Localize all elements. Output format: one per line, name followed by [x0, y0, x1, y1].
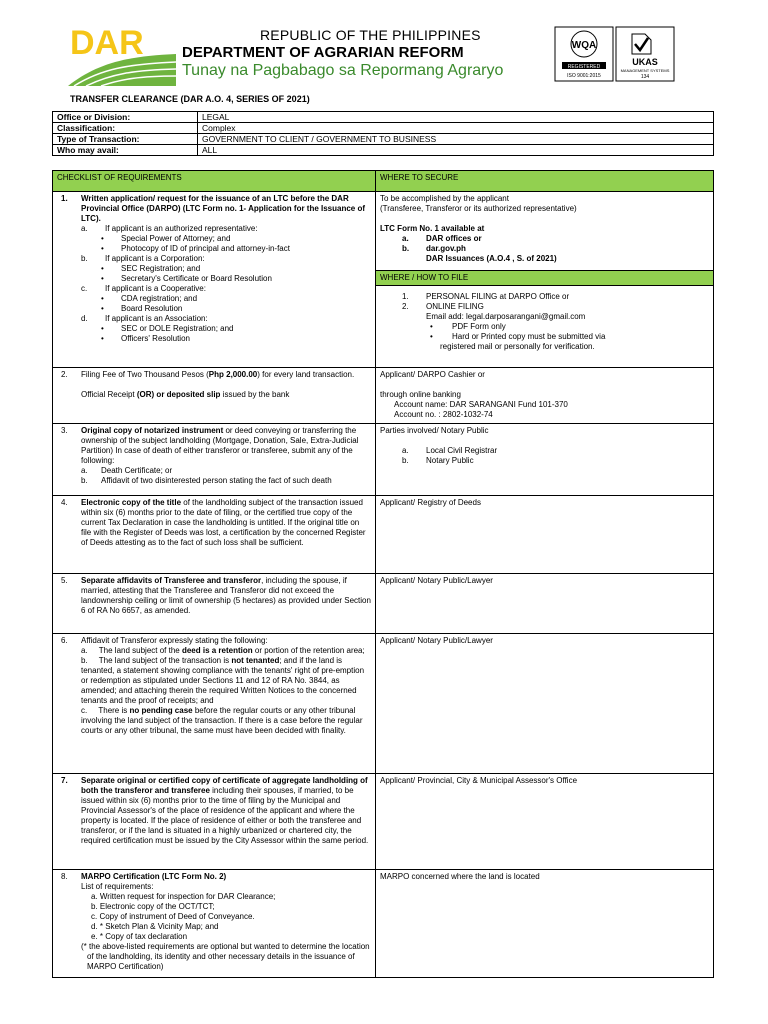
where-to-secure-cell: Applicant/ Notary Public/Lawyer [376, 574, 714, 634]
dar-logo [66, 24, 176, 86]
email-link[interactable]: legal.darposarangani@gmail.com [466, 312, 586, 321]
where-to-secure-cell: Parties involved/ Notary Public a. Local Civil Registrar b. Notary Public [376, 424, 714, 496]
table-row [53, 574, 714, 634]
where-how-to-file-header: WHERE / HOW TO FILE [376, 270, 713, 286]
where-to-secure-cell: Applicant/ Provincial, City & Municipal Assessor's Office [376, 774, 714, 870]
requirement-cell: 7. Separate original or certified copy of certificate of aggregate landholding of both the transferor and transferee including their spouses, if married, to be issued within six (6) months prior to the time of filing by the Municipal and Provincial Assessor's of the place of residence of the applicant and where the property is located. If the place of residence of either or both the transferee and transferor, or if the land is situated in a highly urbanized or chartered city, the required certification must be issued by the City Assessor within the same period. [53, 774, 376, 870]
info-value: LEGAL [198, 112, 714, 123]
table-header-row [53, 171, 714, 192]
info-value: ALL [198, 145, 714, 156]
requirement-cell: 8. MARPO Certification (LTC Form No. 2) List of requirements: a. Written request for inspection for DAR Clearance; b. Electronic copy of the OCT/TCT; c. Copy of instrument of Deed of Conveyance. d. * Sketch Plan & Vicinity Map; and e. * Copy of tax declaration (* the above-listed requirements are optional but wanted to determine the location of the landholding, its identity and other necessary details in the issuance of MARPO Certification) [53, 870, 376, 978]
table-row [53, 496, 714, 574]
info-key: Office or Division: [53, 112, 198, 123]
info-value: GOVERNMENT TO CLIENT / GOVERNMENT TO BUSINESS [198, 134, 714, 145]
logo-lettering: DAR [70, 24, 144, 62]
table-row [53, 634, 714, 774]
document-title: TRANSFER CLEARANCE (DAR A.O. 4, SERIES OF 2021) [70, 94, 310, 104]
requirement-cell: 6. Affidavit of Transferor expressly stating the following: a. The land subject of the deed is a retention or portion of the retention area; b. The land subject of the transaction is not tenanted; and if the land is tenanted, a statement showing compliance with the tenants' right of pre-emption or redemption as stipulated under Sections 11 and 12 of RA No. 3844, as amended; and attaching therein the required Written Notices to the concerned tenants and the proof of receipts; and c. There is no pending case before the regular courts or any other tribunal involving the land subject of the transaction. If there is a case before the regular courts or any other tribunal, the same must have been decided with finality. [53, 634, 376, 774]
requirement-cell: 1. Written application/ request for the issuance of an LTC before the DAR Provincial Office (DARPO) (LTC Form no. 1- Application for the Issuance of LTC). a. If applicant is an authorized representative: • Special Power of Attorney; and • Photocopy of ID of principal and attorney-in-fact b. If applicant is a Corporation: • SEC Registration; and • Secretary's Certificate or Board Resolution c. If applicant is a Cooperative: • CDA registration; and • Board Resolution d. If applicant is an Association: • SEC or DOLE Registration; and • Officers' Resolution [53, 192, 376, 368]
info-table [52, 111, 714, 156]
table-row [53, 424, 714, 496]
letterhead [0, 0, 768, 90]
table-row [53, 192, 714, 368]
department-name: DEPARTMENT OF AGRARIAN REFORM [182, 44, 464, 61]
where-to-secure-header: WHERE TO SECURE [376, 171, 714, 192]
info-row [53, 145, 714, 156]
requirement-cell: 3. Original copy of notarized instrument or deed conveying or transferring the ownership of the subject landholding (Mortgage, Donation, Sale, Extra-Judicial Partition) In case of death of either transferor or transferee, submit any of the following: a. Death Certificate; or b. Affidavit of two disinterested person stating the fact of such death [53, 424, 376, 496]
certification-badges [554, 26, 704, 82]
info-row [53, 134, 714, 145]
requirement-cell: 2. Filing Fee of Two Thousand Pesos (Php 2,000.00) for every land transaction. Official Receipt (OR) or deposited slip issued by the bank [53, 368, 376, 424]
table-row [53, 870, 714, 978]
where-to-secure-cell: Applicant/ Notary Public/Lawyer [376, 634, 714, 774]
svg-text:WQA: WQA [571, 40, 597, 51]
where-to-secure-cell: To be accomplished by the applicant (Transferee, Transferor or its authorized representative) LTC Form No. 1 available at a. DAR offices or b. dar.gov.ph DAR Issuances (A.O.4 , S. of 2021) WHERE / HOW TO FILE 1. PERSONAL FILING at DARPO Office or 2. ONLINE FILING Email add: legal.darposarangani@gmail.com • PDF Form only • Hard or Printed copy must be submitted via registered mail or personally for verification. [376, 192, 714, 368]
where-to-secure-cell: MARPO concerned where the land is located [376, 870, 714, 978]
table-row [53, 368, 714, 424]
requirement-cell: 5. Separate affidavits of Transferee and transferor, including the spouse, if married, attesting that the Transferee and Transferor did not exceed the landownership ceiling or limit of ownership (5 hectares) as provided under Section 6 of RA No 6657, as amended. [53, 574, 376, 634]
svg-text:134: 134 [640, 74, 650, 80]
info-key: Type of Transaction: [53, 134, 198, 145]
info-row [53, 112, 714, 123]
info-row [53, 123, 714, 134]
requirement-cell: 4. Electronic copy of the title of the landholding subject of the transaction issued within six (6) months prior to the date of filing, or the certified true copy of the current Tax Declaration in case the landholding is untitled. If the original title on file with the Register of Deeds was lost, a certification by the concerned Register of Deeds attesting as to the fact of such loss shall be sufficient. [53, 496, 376, 574]
svg-text:REGISTERED: REGISTERED [567, 64, 601, 70]
where-to-secure-cell: Applicant/ Registry of Deeds [376, 496, 714, 574]
requirements-table [52, 170, 714, 978]
where-to-secure-cell: Applicant/ DARPO Cashier or through online banking Account name: DAR SARANGANI Fund 101-370 Account no. : 2802-1032-74 [376, 368, 714, 424]
svg-text:ISO 9001:2015: ISO 9001:2015 [567, 73, 601, 79]
info-key: Classification: [53, 123, 198, 134]
svg-text:MANAGEMENT SYSTEMS: MANAGEMENT SYSTEMS [620, 68, 670, 73]
info-value: Complex [198, 123, 714, 134]
svg-text:UKAS: UKAS [632, 57, 658, 67]
info-key: Who may avail: [53, 145, 198, 156]
checklist-header: CHECKLIST OF REQUIREMENTS [53, 171, 376, 192]
table-row [53, 774, 714, 870]
tagline: Tunay na Pagbabago sa Repormang Agraryo [182, 62, 504, 79]
republic-line: REPUBLIC OF THE PHILIPPINES [260, 27, 481, 43]
